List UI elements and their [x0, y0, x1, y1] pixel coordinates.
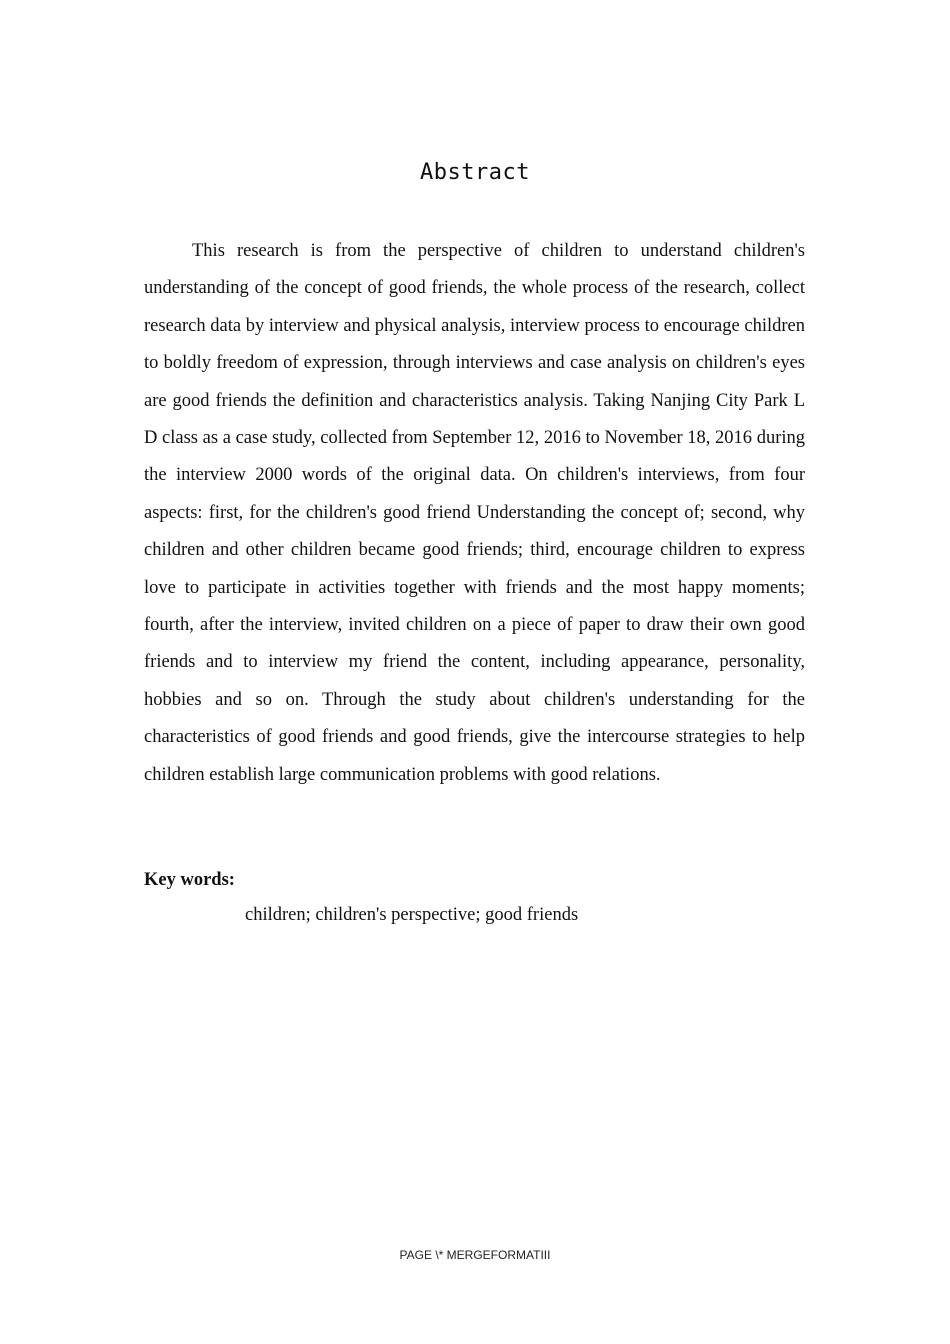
page-title: Abstract: [420, 160, 530, 185]
keywords-label: Key words:: [144, 870, 235, 890]
page-footer-field: PAGE \* MERGEFORMATIII: [399, 1248, 551, 1262]
keywords-values: children; children's perspective; good friends: [245, 905, 579, 925]
abstract-paragraph: This research is from the perspective of children to understand children's understanding of the concept of good friends, the whole process of the research, collect research data by interview and physical analysis, interview process to encourage children to boldly freedom of expression, through interviews and case analysis on children's eyes are good friends the definition and characteristics analysis. Taking Nanjing City Park L D class as a case study, collected from September 12, 2016 to November 18, 2016 during the interview 2000 words of the original data. On children's interviews, from four aspects: first, for the children's good friend Understanding the concept of; second, why children and other children became good friends; third, encourage children to express love to participate in activities together with friends and the most happy moments; fourth, after the interview, invited children on a piece of paper to draw their own good friends and to interview my friend the content, including appearance, personality, hobbies and so on. Through the study about children's understanding for the characteristics of good friends and good friends, give the intercourse strategies to help children establish large communication problems with good relations.: [144, 241, 805, 785]
